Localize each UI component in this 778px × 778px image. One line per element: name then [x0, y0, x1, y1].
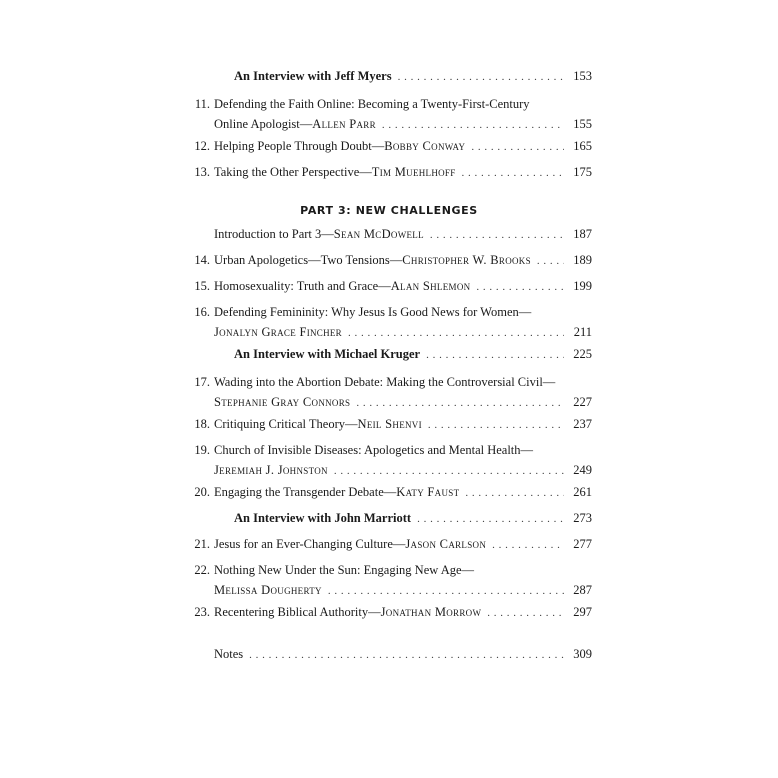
- leader-dots: [417, 509, 564, 529]
- chapter-number: 22.: [194, 563, 210, 577]
- page-number: 249: [573, 463, 592, 477]
- entry-author: Christopher W. Brooks: [402, 253, 531, 267]
- leader-dots: [476, 277, 564, 297]
- entry-title: An Interview with Jeff Myers: [234, 69, 392, 83]
- leader-dots: [428, 415, 564, 435]
- page-number: 237: [573, 417, 592, 431]
- page-number: 287: [573, 583, 592, 597]
- leader-dots: [487, 603, 564, 623]
- entry-title: Helping People Through Doubt—: [214, 139, 385, 153]
- entry-title: Online Apologist—: [214, 117, 313, 131]
- chapter-number: 13.: [194, 165, 210, 179]
- entry-author: Neil Shenvi: [357, 417, 422, 431]
- leader-dots: [334, 461, 564, 481]
- leader-dots: [492, 535, 564, 555]
- entry-author: Jonalyn Grace Fincher: [214, 325, 342, 339]
- entry-title: Recentering Biblical Authority—: [214, 605, 381, 619]
- leader-dots: [537, 251, 564, 271]
- entry-title: Engaging the Transgender Debate—: [214, 485, 397, 499]
- page-number: 277: [573, 537, 592, 551]
- page-number: 309: [573, 647, 592, 661]
- chapter-number: 18.: [194, 417, 210, 431]
- entry-author: Jeremiah J. Johnston: [214, 463, 328, 477]
- page-number: 261: [573, 485, 592, 499]
- chapter-number: 11.: [194, 97, 210, 111]
- page-number: 199: [573, 279, 592, 293]
- page-number: 175: [573, 165, 592, 179]
- leader-dots: [398, 67, 564, 87]
- page-number: 165: [573, 139, 592, 153]
- entry-author: Stephanie Gray Connors: [214, 395, 351, 409]
- chapter-number: 17.: [194, 375, 210, 389]
- entry-author: Tim Muehlhoff: [371, 165, 456, 179]
- entry-title: Introduction to Part 3—: [214, 227, 334, 241]
- entry-title-line1: Wading into the Abortion Debate: Making the Controversial Civil—: [214, 375, 556, 389]
- page-number: 297: [573, 605, 592, 619]
- leader-dots: [328, 581, 564, 601]
- entry-author: Alan Shlemon: [390, 279, 471, 293]
- leader-dots: [471, 137, 564, 157]
- leader-dots: [382, 115, 564, 135]
- chapter-number: 15.: [194, 279, 210, 293]
- entry-title: Jesus for an Ever-Changing Culture—: [214, 537, 406, 551]
- entry-title-line1: Church of Invisible Diseases: Apologetics and Mental Health—: [214, 443, 534, 457]
- entry-title: Taking the Other Perspective—: [214, 165, 372, 179]
- leader-dots: [462, 163, 564, 183]
- leader-dots: [348, 323, 564, 343]
- leader-dots: [426, 345, 564, 365]
- chapter-number: 19.: [194, 443, 210, 457]
- page-number: 155: [573, 117, 592, 131]
- page-number: 225: [573, 347, 592, 361]
- chapter-number: 16.: [194, 305, 210, 319]
- entry-title-line1: Nothing New Under the Sun: Engaging New Age—: [214, 563, 475, 577]
- entry-title-line1: Defending Femininity: Why Jesus Is Good News for Women—: [214, 305, 532, 319]
- page-number: 153: [573, 69, 592, 83]
- leader-dots: [249, 645, 564, 665]
- entry-author: Jonathan Morrow: [380, 605, 482, 619]
- entry-title: Notes: [214, 647, 244, 661]
- entry-author: Allen Parr: [312, 117, 376, 131]
- entry-author: Katy Faust: [396, 485, 460, 499]
- entry-author: Melissa Dougherty: [214, 583, 322, 597]
- page-number: 187: [573, 227, 592, 241]
- entry-author: Bobby Conway: [384, 139, 466, 153]
- leader-dots: [465, 483, 564, 503]
- chapter-number: 14.: [194, 253, 210, 267]
- chapter-number: 20.: [194, 485, 210, 499]
- entry-title: An Interview with Michael Kruger: [234, 347, 421, 361]
- chapter-number: 21.: [194, 537, 210, 551]
- page-number: 273: [573, 511, 592, 525]
- entry-author: Sean McDowell: [333, 227, 424, 241]
- entry-title-line1: Defending the Faith Online: Becoming a Twenty-First-Century: [214, 97, 530, 111]
- entry-title: Urban Apologetics—Two Tensions—: [214, 253, 403, 267]
- page-number: 189: [573, 253, 592, 267]
- entry-title: An Interview with John Marriott: [234, 511, 412, 525]
- page-number: 227: [573, 395, 592, 409]
- page-number: 211: [573, 325, 592, 339]
- leader-dots: [430, 225, 564, 245]
- entry-title: Critiquing Critical Theory—: [214, 417, 358, 431]
- entry-author: Jason Carlson: [405, 537, 487, 551]
- part-heading: PART 3: NEW CHALLENGES: [300, 204, 478, 217]
- chapter-number: 12.: [194, 139, 210, 153]
- entry-title: Homosexuality: Truth and Grace—: [214, 279, 391, 293]
- leader-dots: [356, 393, 564, 413]
- chapter-number: 23.: [194, 605, 210, 619]
